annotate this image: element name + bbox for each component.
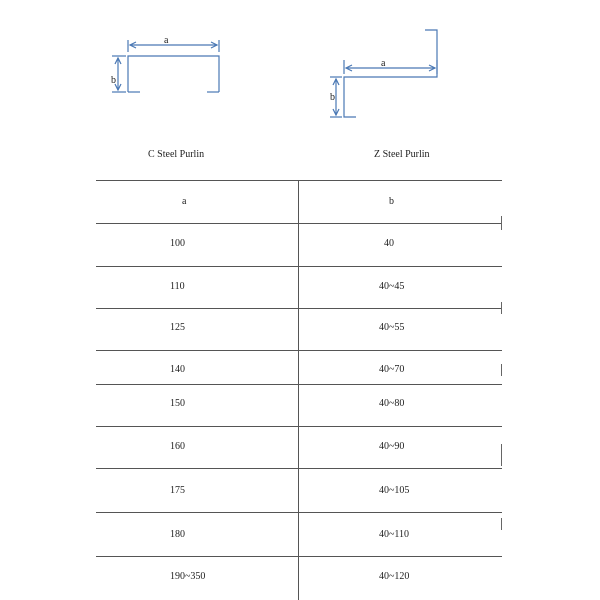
table-cell-a: 180: [170, 529, 185, 540]
z-purlin-caption: Z Steel Purlin: [374, 149, 430, 160]
z-dim-b-label: b: [330, 92, 335, 103]
table-cell-a: 150: [170, 398, 185, 409]
table-cell-b: 40~90: [379, 441, 405, 452]
table-cell-b: 40~80: [379, 398, 405, 409]
table-divider: [96, 426, 502, 427]
table-cell-b: 40~55: [379, 322, 405, 333]
table-cell-a: 125: [170, 322, 185, 333]
table-edge-tick: [501, 364, 502, 376]
table-column-divider: [298, 180, 299, 600]
table-cell-b: 40~70: [379, 364, 405, 375]
table-cell-b: 40~45: [379, 281, 405, 292]
table-divider: [96, 468, 502, 469]
table-cell-a: 160: [170, 441, 185, 452]
table-divider: [96, 556, 502, 557]
table-divider: [96, 350, 502, 351]
table-edge-tick: [501, 444, 502, 466]
table-edge-tick: [501, 302, 502, 314]
c-dim-b-label: b: [111, 75, 116, 86]
c-purlin-diagram: [112, 40, 219, 92]
c-dim-a-label: a: [164, 35, 169, 46]
table-cell-a: 140: [170, 364, 185, 375]
table-divider: [96, 223, 502, 224]
c-purlin-caption: C Steel Purlin: [148, 149, 205, 160]
table-cell-b: 40~120: [379, 571, 410, 582]
table-divider: [96, 266, 502, 267]
table-header-a: a: [182, 196, 187, 207]
table-cell-b: 40~110: [379, 529, 410, 540]
table-cell-b: 40~105: [379, 485, 410, 496]
table-cell-a: 175: [170, 485, 185, 496]
z-dim-a-label: a: [381, 58, 386, 69]
table-cell-b: 40: [384, 238, 394, 249]
table-divider: [96, 512, 502, 513]
table-edge-tick: [501, 216, 502, 230]
table-cell-a: 100: [170, 238, 185, 249]
table-divider: [96, 384, 502, 385]
table-border-top: [96, 180, 502, 181]
purlin-diagrams: [0, 0, 600, 140]
table-edge-tick: [501, 518, 502, 530]
table-cell-a: 110: [170, 281, 185, 292]
table-header-b: b: [389, 196, 394, 207]
table-divider: [96, 308, 502, 309]
z-purlin-diagram: [330, 30, 437, 117]
table-cell-a: 190~350: [170, 571, 206, 582]
